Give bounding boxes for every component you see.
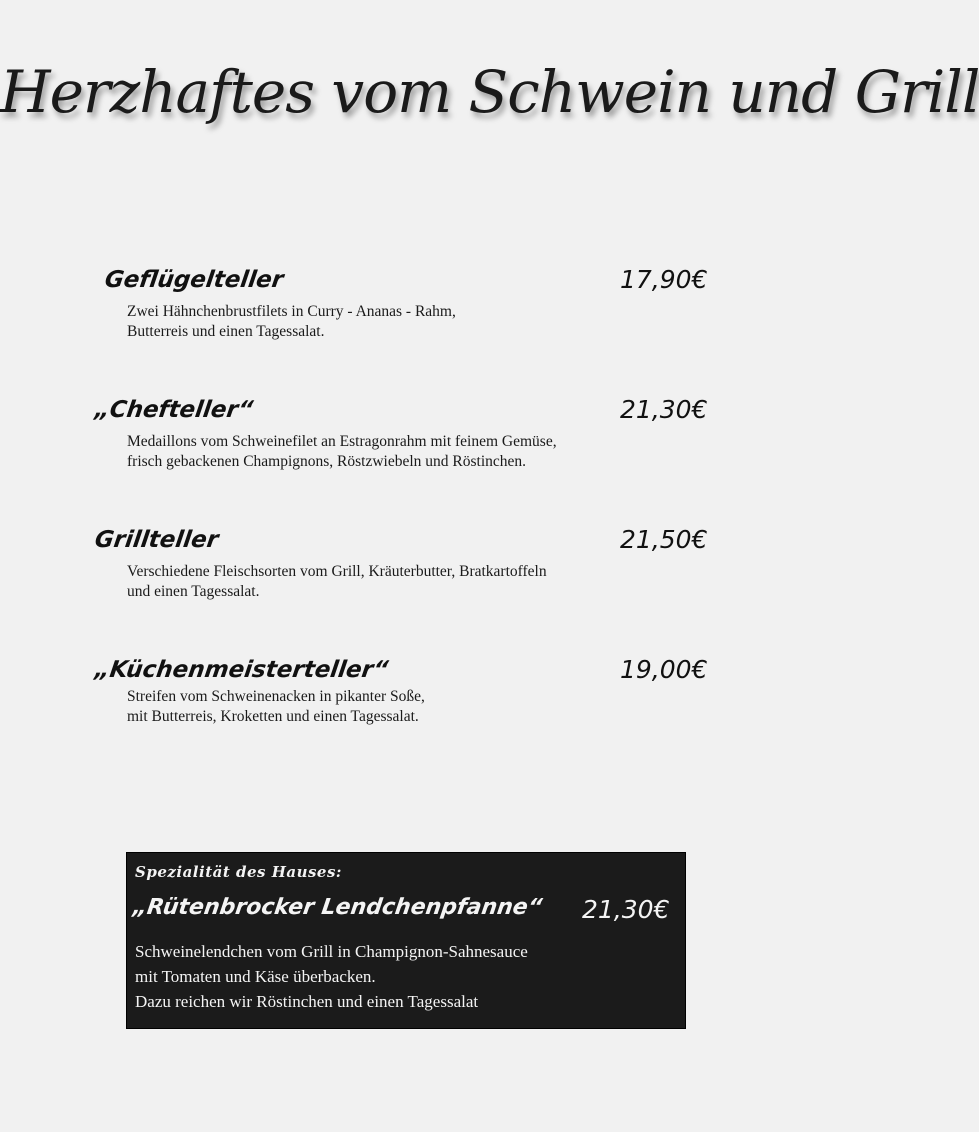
menu-item-price: 21,50€: [620, 525, 708, 554]
menu-item-name: Geflügelteller: [103, 267, 286, 293]
description-line: mit Butterreis, Kroketten und einen Tagessalat.: [127, 708, 419, 725]
menu-item-description: [127, 562, 687, 602]
description-line: frisch gebackenen Champignons, Röstzwiebeln und Röstinchen.: [127, 453, 527, 470]
description-line: Medaillons vom Schweinefilet an Estragonrahm mit feinem Gemüse,: [127, 433, 557, 450]
page-title: Herzhaftes vom Schwein und Grill: [0, 58, 979, 126]
house-special-description: [135, 939, 528, 1014]
menu-item-description: [127, 687, 687, 727]
house-special-price: 21,30€: [582, 895, 670, 924]
menu-item-name: Grillteller: [93, 527, 221, 553]
description-line: mit Tomaten und Käse überbacken.: [135, 967, 376, 986]
menu-item-description: [127, 432, 687, 472]
menu-item-price: 21,30€: [620, 395, 708, 424]
menu-item-description: [127, 302, 687, 342]
menu-item-price: 17,90€: [620, 265, 708, 294]
description-line: und einen Tagessalat.: [127, 583, 260, 600]
description-line: Streifen vom Schweinenacken in pikanter Soße,: [127, 688, 425, 705]
description-line: Dazu reichen wir Röstinchen und einen Tagessalat: [135, 992, 479, 1011]
menu-item-name: „Küchenmeisterteller“: [93, 657, 390, 683]
description-line: Verschiedene Fleischsorten vom Grill, Kräuterbutter, Bratkartoffeln: [127, 563, 547, 580]
menu-item-price: 19,00€: [620, 655, 708, 684]
description-line: Zwei Hähnchenbrustfilets in Curry - Ananas - Rahm,: [127, 303, 456, 320]
house-special-box: [126, 852, 686, 1029]
menu-item-name: „Chefteller“: [93, 397, 255, 423]
description-line: Butterreis und einen Tagessalat.: [127, 323, 325, 340]
house-special-name: „Rütenbrocker Lendchenpfanne“: [131, 895, 544, 920]
house-special-label: Spezialität des Hauses:: [135, 863, 342, 881]
description-line: Schweinelendchen vom Grill in Champignon-Sahnesauce: [135, 942, 528, 961]
